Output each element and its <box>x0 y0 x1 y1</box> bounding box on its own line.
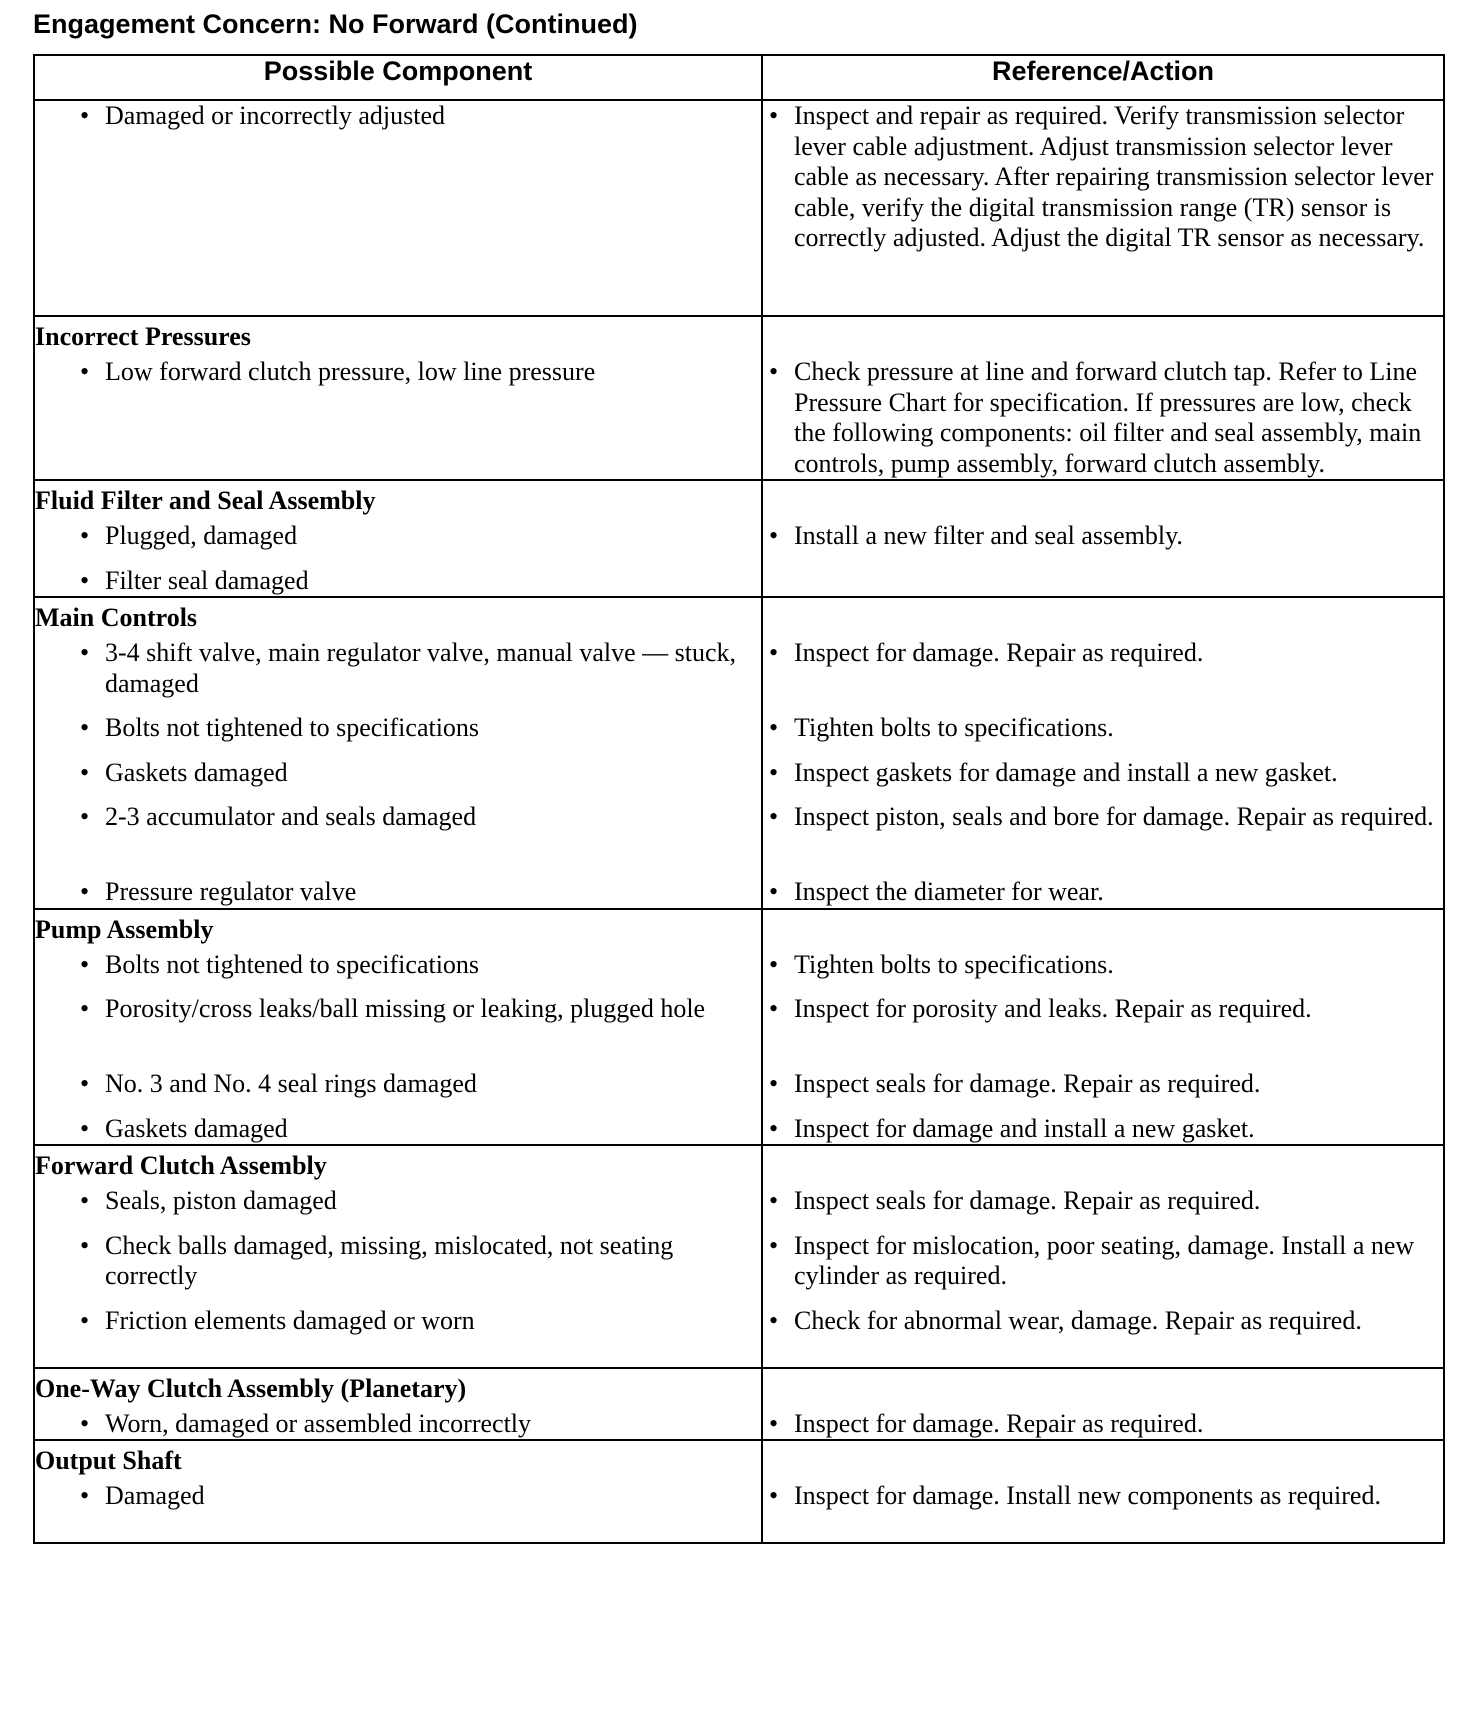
component-item: • No. 3 and No. 4 seal rings damaged <box>80 1069 477 1098</box>
component-item: • Gaskets damaged <box>80 1113 288 1143</box>
component-item: • Check balls damaged, missing, mislocated, not seating correctly <box>80 1230 674 1290</box>
component-item: • Pressure regulator valve <box>80 877 357 906</box>
action-cell <box>762 597 1444 909</box>
table-row <box>34 480 1444 597</box>
bullet-icon: • <box>80 1408 90 1438</box>
bullet-icon: • <box>769 521 779 550</box>
bullet-icon: • <box>80 101 90 130</box>
action-item: • Inspect for damage. Repair as required. <box>769 638 1204 667</box>
bullet-icon: • <box>769 1069 779 1098</box>
action-item: • Inspect the diameter for wear. <box>769 877 1104 906</box>
action-cell <box>762 1145 1444 1368</box>
bullet-icon: • <box>769 1113 779 1143</box>
component-cell <box>34 1145 762 1368</box>
bullet-icon: • <box>769 357 779 386</box>
action-item: • Inspect and repair as required. Verify transmission selector lever cable adjustment. Adjust transmission selector lever cable as necessary. After repairing transmission selector lever cable, verify the digital transmission range (TR) sensor is correctly adjusted. Adjust the digital TR sensor as necessary. <box>769 101 1434 252</box>
bullet-icon: • <box>80 521 90 550</box>
bullet-icon: • <box>769 757 779 787</box>
action-item: • Inspect for damage. Repair as required. <box>769 1408 1204 1438</box>
action-cell <box>762 316 1444 480</box>
action-cell <box>762 1440 1444 1543</box>
component-item: • Damaged <box>80 1481 205 1510</box>
bullet-icon: • <box>80 713 90 742</box>
bullet-icon: • <box>80 1481 90 1510</box>
component-item: • Worn, damaged or assembled incorrectly <box>80 1408 532 1438</box>
bullet-icon: • <box>769 1186 779 1215</box>
component-item: • 2-3 accumulator and seals damaged <box>80 802 477 831</box>
component-item: • Porosity/cross leaks/ball missing or leaking, plugged hole <box>80 994 706 1023</box>
component-cell <box>34 1440 762 1543</box>
section-heading: Output Shaft <box>35 1446 182 1475</box>
action-item: • Inspect for damage. Install new components as required. <box>769 1481 1381 1510</box>
bullet-icon: • <box>769 1230 779 1260</box>
bullet-icon: • <box>80 565 90 595</box>
bullet-icon: • <box>769 1408 779 1438</box>
component-cell <box>34 909 762 1146</box>
table-row <box>34 909 1444 1146</box>
bullet-icon: • <box>80 1113 90 1143</box>
action-item: • Inspect for damage and install a new gasket. <box>769 1113 1255 1143</box>
table-row <box>34 1368 1444 1441</box>
bullet-icon: • <box>769 101 779 130</box>
bullet-icon: • <box>80 1305 90 1335</box>
component-cell <box>34 597 762 909</box>
section-heading: Fluid Filter and Seal Assembly <box>35 486 376 515</box>
component-item: • Bolts not tightened to specifications <box>80 713 480 742</box>
component-item: • Seals, piston damaged <box>80 1186 337 1215</box>
component-cell <box>34 100 762 316</box>
action-cell <box>762 909 1444 1146</box>
bullet-icon: • <box>80 877 90 906</box>
section-heading: Pump Assembly <box>35 914 214 944</box>
column-header-component: Possible Component <box>34 55 762 100</box>
table-row <box>34 1440 1444 1543</box>
bullet-icon: • <box>80 1230 90 1260</box>
table-row <box>34 316 1444 480</box>
bullet-icon: • <box>80 949 90 979</box>
action-item: • Inspect for mislocation, poor seating, damage. Install a new cylinder as required. <box>769 1230 1415 1290</box>
action-cell <box>762 100 1444 316</box>
component-cell <box>34 480 762 597</box>
diagnosis-table <box>33 54 1445 1544</box>
table-row <box>34 597 1444 909</box>
action-item: • Inspect seals for damage. Repair as required. <box>769 1186 1261 1215</box>
component-item: • Bolts not tightened to specifications <box>80 949 480 979</box>
component-item: • Damaged or incorrectly adjusted <box>80 101 446 130</box>
action-item: • Check for abnormal wear, damage. Repair as required. <box>769 1305 1362 1335</box>
action-item: • Inspect for porosity and leaks. Repair as required. <box>769 994 1312 1023</box>
bullet-icon: • <box>80 757 90 787</box>
table-row <box>34 100 1444 316</box>
bullet-icon: • <box>80 1186 90 1215</box>
section-heading: Incorrect Pressures <box>35 322 251 351</box>
action-item: • Check pressure at line and forward clutch tap. Refer to Line Pressure Chart for specification. If pressures are low, check the following components: oil filter and seal assembly, main controls, pump assembly, forward clutch assembly. <box>769 357 1422 478</box>
component-item: • Low forward clutch pressure, low line pressure <box>80 357 596 386</box>
column-header-action: Reference/Action <box>762 55 1444 100</box>
section-heading: Forward Clutch Assembly <box>35 1151 327 1180</box>
action-item: • Inspect piston, seals and bore for damage. Repair as required. <box>769 802 1434 831</box>
component-cell <box>34 316 762 480</box>
bullet-icon: • <box>769 713 779 742</box>
bullet-icon: • <box>769 802 779 831</box>
page-title: Engagement Concern: No Forward (Continued) <box>33 9 638 39</box>
bullet-icon: • <box>769 1481 779 1510</box>
bullet-icon: • <box>80 994 90 1023</box>
component-cell <box>34 1368 762 1441</box>
action-cell <box>762 480 1444 597</box>
action-item: • Inspect seals for damage. Repair as required. <box>769 1069 1261 1098</box>
bullet-icon: • <box>769 877 779 906</box>
section-heading: Main Controls <box>35 603 198 632</box>
action-item: • Tighten bolts to specifications. <box>769 713 1114 742</box>
bullet-icon: • <box>769 949 779 979</box>
action-cell <box>762 1368 1444 1441</box>
component-item: • Filter seal damaged <box>80 565 309 595</box>
action-item: • Tighten bolts to specifications. <box>769 949 1114 979</box>
table-row <box>34 1145 1444 1368</box>
bullet-icon: • <box>769 1305 779 1335</box>
bullet-icon: • <box>769 994 779 1023</box>
action-item: • Inspect gaskets for damage and install a new gasket. <box>769 757 1338 787</box>
bullet-icon: • <box>80 638 90 667</box>
bullet-icon: • <box>80 357 90 386</box>
component-item: • Gaskets damaged <box>80 757 288 787</box>
bullet-icon: • <box>80 802 90 831</box>
component-item: • Plugged, damaged <box>80 521 298 550</box>
section-heading: One-Way Clutch Assembly (Planetary) <box>35 1373 467 1403</box>
action-item: • Install a new filter and seal assembly. <box>769 521 1183 550</box>
component-item: • 3-4 shift valve, main regulator valve, manual valve — stuck, damaged <box>80 638 737 698</box>
component-item: • Friction elements damaged or worn <box>80 1305 475 1335</box>
bullet-icon: • <box>769 638 779 667</box>
header-row <box>34 55 1444 100</box>
bullet-icon: • <box>80 1069 90 1098</box>
